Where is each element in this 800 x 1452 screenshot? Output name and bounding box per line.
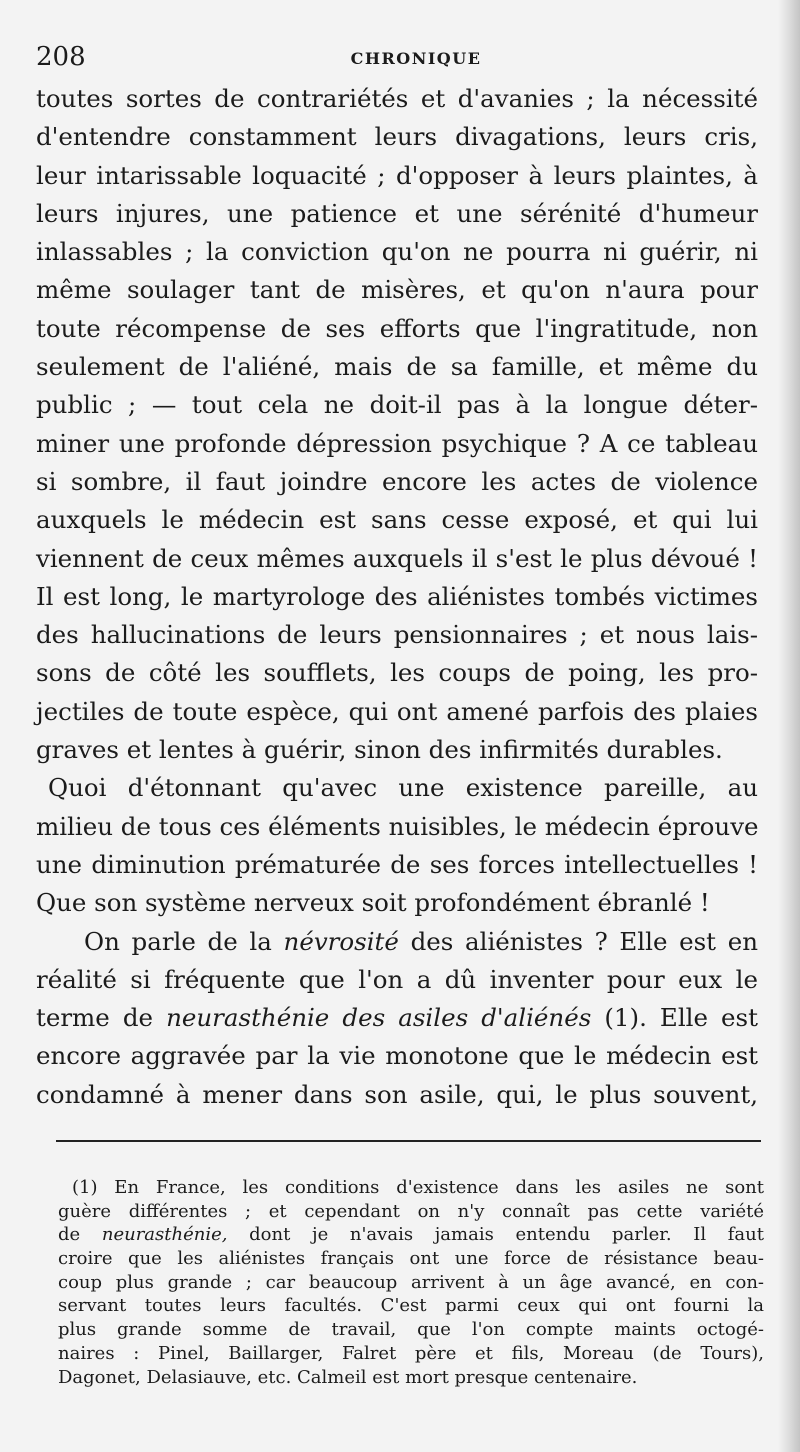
italic-term: névrosité: [283, 926, 399, 956]
body-line: Quoi d'étonnant qu'avec une existence pareille, au: [48, 773, 758, 803]
body-line: [36, 923, 758, 961]
body-line: condamné à mener dans son asile, qui, le plus souvent,: [36, 1079, 758, 1109]
italic-term: neurasthénie des asiles d'aliénés: [166, 1003, 592, 1033]
page-header: [36, 40, 756, 74]
page-number: 208: [36, 42, 86, 72]
body-text-run: On parle de la: [84, 926, 272, 956]
body-text-run: terme de: [36, 1003, 154, 1033]
footnote-line: croire que les aliénistes français ont une force de résistance beau-: [58, 1248, 764, 1270]
italic-term: neurasthénie,: [101, 1224, 228, 1246]
body-line: encore aggravée par la vie monotone que le médecin est: [36, 1041, 758, 1071]
footnote-ref: (1). Elle est: [604, 1003, 758, 1033]
body-line: viennent de ceux mêmes auxquels il s'est le plus dévoué !: [36, 543, 758, 573]
page-edge-shadow: [778, 0, 800, 1452]
footnote-line: naires : Pinel, Baillarger, Falret père et fils, Moreau (de Tours),: [58, 1342, 764, 1364]
body-line: public ; — tout cela ne doit-il pas à la longue déter-: [36, 390, 758, 420]
footnote-line: Dagonet, Delasiauve, etc. Calmeil est mort presque centenaire.: [58, 1366, 638, 1388]
body-line: [36, 999, 758, 1037]
body-text: [36, 80, 758, 1114]
footnote: [58, 1176, 764, 1389]
body-line: graves et lentes à guérir, sinon des infirmités durables.: [36, 735, 723, 765]
footnote-line: servant toutes leurs facultés. C'est parmi ceux qui ont fourni la: [58, 1295, 764, 1317]
body-line: toutes sortes de contrariétés et d'avanies ; la nécessité: [36, 84, 758, 113]
footnote-line: [58, 1223, 764, 1247]
body-line: une diminution prématurée de ses forces intellectuelles !: [36, 849, 758, 879]
body-line: seulement de l'aliéné, mais de sa famille, et même du: [36, 352, 758, 382]
body-line: d'entendre constamment leurs divagations, leurs cris,: [36, 122, 758, 152]
body-line: toute récompense de ses efforts que l'ingratitude, non: [36, 313, 758, 343]
body-line: Il est long, le martyrologe des aliénistes tombés victimes: [36, 581, 758, 611]
body-line: des hallucinations de leurs pensionnaires ; et nous lais-: [36, 620, 758, 650]
footnote-text-run: de: [58, 1224, 81, 1246]
footnote-text-run: dont je n'avais jamais entendu parler. Il faut: [249, 1224, 764, 1246]
body-line: leurs injures, une patience et une sérénité d'humeur: [36, 198, 758, 228]
body-line: si sombre, il faut joindre encore les actes de violence: [36, 466, 758, 496]
body-line: jectiles de toute espèce, qui ont amené parfois des plaies: [36, 696, 758, 726]
body-line: Que son système nerveux soit profondément ébranlé !: [36, 888, 710, 918]
body-line: même soulager tant de misères, et qu'on n'aura pour: [36, 275, 758, 305]
body-line: miner une profonde dépression psychique ? A ce tableau: [36, 428, 758, 458]
footnote-line: coup plus grande ; car beaucoup arrivent à un âge avancé, en con-: [58, 1271, 764, 1293]
body-line: milieu de tous ces éléments nuisibles, le médecin éprouve: [36, 811, 759, 841]
body-line: inlassables ; la conviction qu'on ne pourra ni guérir, ni: [36, 237, 758, 267]
body-text-run: des aliénistes ? Elle est en: [410, 926, 758, 956]
footnote-rule: [56, 1140, 761, 1142]
footnote-line: (1) En France, les conditions d'existence dans les asiles ne sont: [72, 1177, 764, 1198]
body-line: réalité si fréquente que l'on a dû inventer pour eux le: [36, 964, 758, 994]
body-line: leur intarissable loquacité ; d'opposer à leurs plaintes, à: [36, 160, 758, 190]
running-head: CHRONIQUE: [350, 49, 482, 68]
body-line: sons de côté les soufflets, les coups de poing, les pro-: [36, 658, 758, 688]
body-line: auxquels le médecin est sans cesse exposé, et qui lui: [36, 505, 758, 535]
footnote-line: plus grande somme de travail, que l'on compte maints octogé-: [58, 1319, 764, 1341]
footnote-line: guère différentes ; et cependant on n'y connaît pas cette variété: [58, 1200, 764, 1222]
